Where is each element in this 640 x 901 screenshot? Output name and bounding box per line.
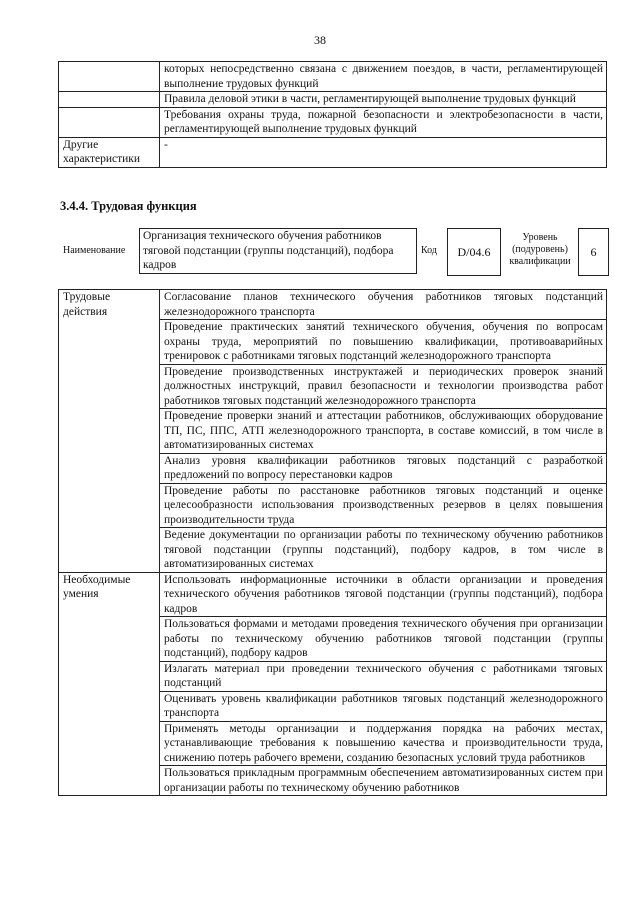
function-name-value: Организация технического обучения работников тяговой подстанции (группы подстанций), подбора кадров xyxy=(139,228,417,274)
group-item: Проведение работы по расстановке работников тяговых подстанций и оценке целесообразности использования производственных резервов в целях повышения производительности труда xyxy=(160,483,607,528)
group-item: Анализ уровня квалификации работников тяговых подстанций с разработкой предложений по вопросу перестановки кадров xyxy=(160,453,607,483)
table-row xyxy=(59,107,607,137)
group-item: Проведение проверки знаний и аттестации работников, обслуживающих оборудование ТП, ПС, ППС, АТП железнодорожного транспорта, в составе комиссий, в том числе в автоматизированных системах xyxy=(160,409,607,454)
table-row xyxy=(59,62,607,92)
section-heading: 3.4.4. Трудовая функция xyxy=(60,199,197,213)
row-label xyxy=(59,107,160,137)
table-row xyxy=(59,137,607,167)
group-item: Пользоваться формами и методами проведения технического обучения при организации работы по техническому обучению работников тяговой подстанции (группы подстанций), подбору кадров xyxy=(160,617,607,662)
group-item: Проведение производственных инструктажей и периодических проверок знаний должностных инструкций, правил безопасности и технологии производства работ работников тяговых подстанций железнодорожного транспорта xyxy=(160,364,607,409)
group-item: Ведение документации по организации работы по техническому обучению работников тяговой подстанции (группы подстанций), подбору кадров, в том числе в автоматизированных системах xyxy=(160,528,607,573)
function-code-value: D/04.6 xyxy=(447,228,501,276)
group-item: Согласование планов технического обучения работников тяговых подстанций железнодорожного транспорта xyxy=(160,290,607,320)
row-label: Другие характеристики xyxy=(59,137,160,167)
group-item: Излагать материал при проведении технического обучения с работниками тяговых подстанций xyxy=(160,661,607,691)
row-label xyxy=(59,92,160,108)
name-label: Наименование xyxy=(63,245,126,256)
qualification-level-value: 6 xyxy=(578,228,609,276)
code-label: Код xyxy=(421,245,437,256)
row-content: Требования охраны труда, пожарной безопасности и электробезопасности в части, регламентирующей выполнение трудовых функций xyxy=(160,107,607,137)
table-row xyxy=(59,92,607,108)
group-item: Оценивать уровень квалификации работников тяговых подстанций железнодорожного транспорта xyxy=(160,691,607,721)
group-label: Необходимые умения xyxy=(59,572,160,796)
row-content: которых непосредственно связана с движением поездов, в части, регламентирующей выполнение трудовых функций xyxy=(160,62,607,92)
row-content: - xyxy=(160,137,607,167)
table-row xyxy=(59,572,607,617)
table-row xyxy=(59,290,607,320)
labor-function-table xyxy=(58,289,607,796)
group-item: Проведение практических занятий технического обучения, обучения по вопросам охраны труда, мероприятий по повышению квалификации, противоаварийных тренировок с работниками тяговых подстанций железнодорожного транспорта xyxy=(160,320,607,365)
row-label xyxy=(59,62,160,92)
group-item: Пользоваться прикладным программным обеспечением автоматизированных систем при организации работы по техническому обучению работников xyxy=(160,766,607,796)
group-item: Применять методы организации и поддержания порядка на рабочих местах, устанавливающие требования к повышению качества и производительности труда, снижению потерь рабочего времени, созданию безопасных условий труда работников xyxy=(160,721,607,766)
group-item: Использовать информационные источники в области организации и проведения технического обучения работников тяговой подстанции (группы подстанций), подбора кадров xyxy=(160,572,607,617)
row-content: Правила деловой этики в части, регламентирующей выполнение трудовых функций xyxy=(160,92,607,108)
group-label: Трудовые действия xyxy=(59,290,160,573)
knowledge-table-continuation xyxy=(58,61,607,168)
qualification-level-label: Уровень (подуровень) квалификации xyxy=(509,232,571,267)
page-number: 38 xyxy=(314,33,326,47)
